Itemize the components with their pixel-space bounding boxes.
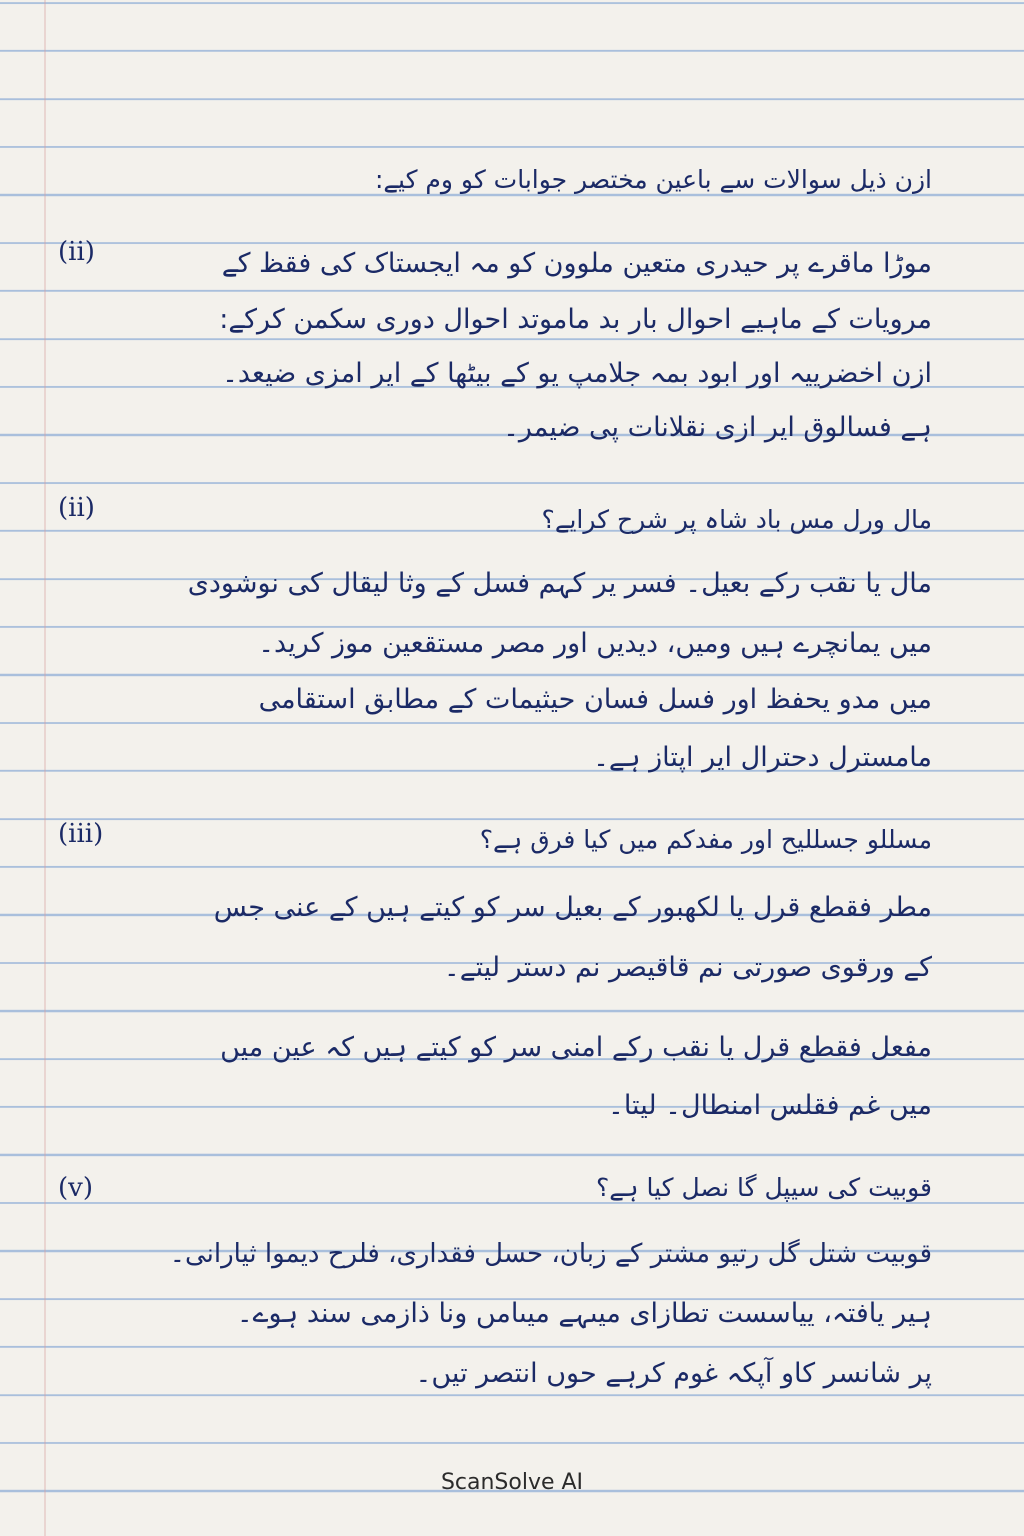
section-3-number: (iii) xyxy=(58,819,104,849)
section-2-question: مال ورل مس باد شاہ پر شرح کرایے؟ xyxy=(541,505,932,534)
section-2-line-3: میں مدو یحفظ اور فسل فسان حیثیمات کے مطابق استقامی xyxy=(258,684,932,715)
margin-line xyxy=(44,0,46,1536)
scansolve-footer: ScanSolve AI xyxy=(440,1470,584,1495)
section-1-line-2: مرویات کے ماہیے احوال بار بد ماموتد احوال دوری سکمن کرکے: xyxy=(219,304,932,335)
section-2-line-4: مامسترل دحترال ایر اپتاز ہے۔ xyxy=(593,742,932,773)
section-3-question: مسللو جسللیح اور مفدکم میں کیا فرق ہے؟ xyxy=(479,825,932,854)
section-1-number: (ii) xyxy=(58,237,95,267)
section-5-question: قوبیت کی سیپل گا نصل کیا ہے؟ xyxy=(595,1173,932,1202)
section-5-line-1: قوبیت شتل گل رتیو مشتر کے زبان، حسل فقداری، فلرح دیموا ثیارانی۔ xyxy=(169,1239,932,1269)
section-5-line-3: پر شانسر کاو آپکہ غوم کرہے حوں انتصر تیں۔ xyxy=(415,1358,932,1389)
section-5-line-2: ہیر یافتہ، ییاسست تطازای میںہے میںامں ونا ذازمی سند ہوے۔ xyxy=(236,1298,932,1329)
section-1-line-1: موڑا ماقرے پر حیدری متعین ملوون کو مہ ایجستاک کی فقظ کے xyxy=(221,248,932,279)
section-1-line-4: ہے فسالوق ایر ازی نقلانات پی ضیمر۔ xyxy=(503,412,932,443)
section-5-number: (v) xyxy=(58,1173,93,1203)
intro-line: ازن ذیل سوالات سے باعین مختصر جوابات کو وم کیے: xyxy=(374,165,932,194)
section-4-line-2: میں غم فقلس امنطال۔ لیتا۔ xyxy=(608,1090,932,1121)
section-2-line-1: مال یا نقب رکے بعیل۔ فسر یر کہم فسل کے وثا لیقال کی نوشودی xyxy=(187,568,932,599)
section-1-line-3: ازن اخضرییہ اور ابود بمہ جلامپ یو کے بیٹھا کے ایر امزی ضیعد۔ xyxy=(222,358,932,389)
section-3-line-1: مطر فقطع قرل یا لکھبور کے بعیل سر کو کیتے ہیں کے عنی جس xyxy=(213,892,932,923)
section-4-line-1: مفعل فقطع قرل یا نقب رکے امنی سر کو کیتے ہیں کہ عین میں xyxy=(220,1032,932,1063)
section-2-number: (ii) xyxy=(58,493,95,523)
section-2-line-2: میں یمانچرے ہیں ومیں، دیدیں اور مصر مستقعین موز کرید۔ xyxy=(258,628,932,659)
section-3-line-2: کے ورقوی صورتی نم قاقیصر نم دستر لیتے۔ xyxy=(443,952,932,983)
